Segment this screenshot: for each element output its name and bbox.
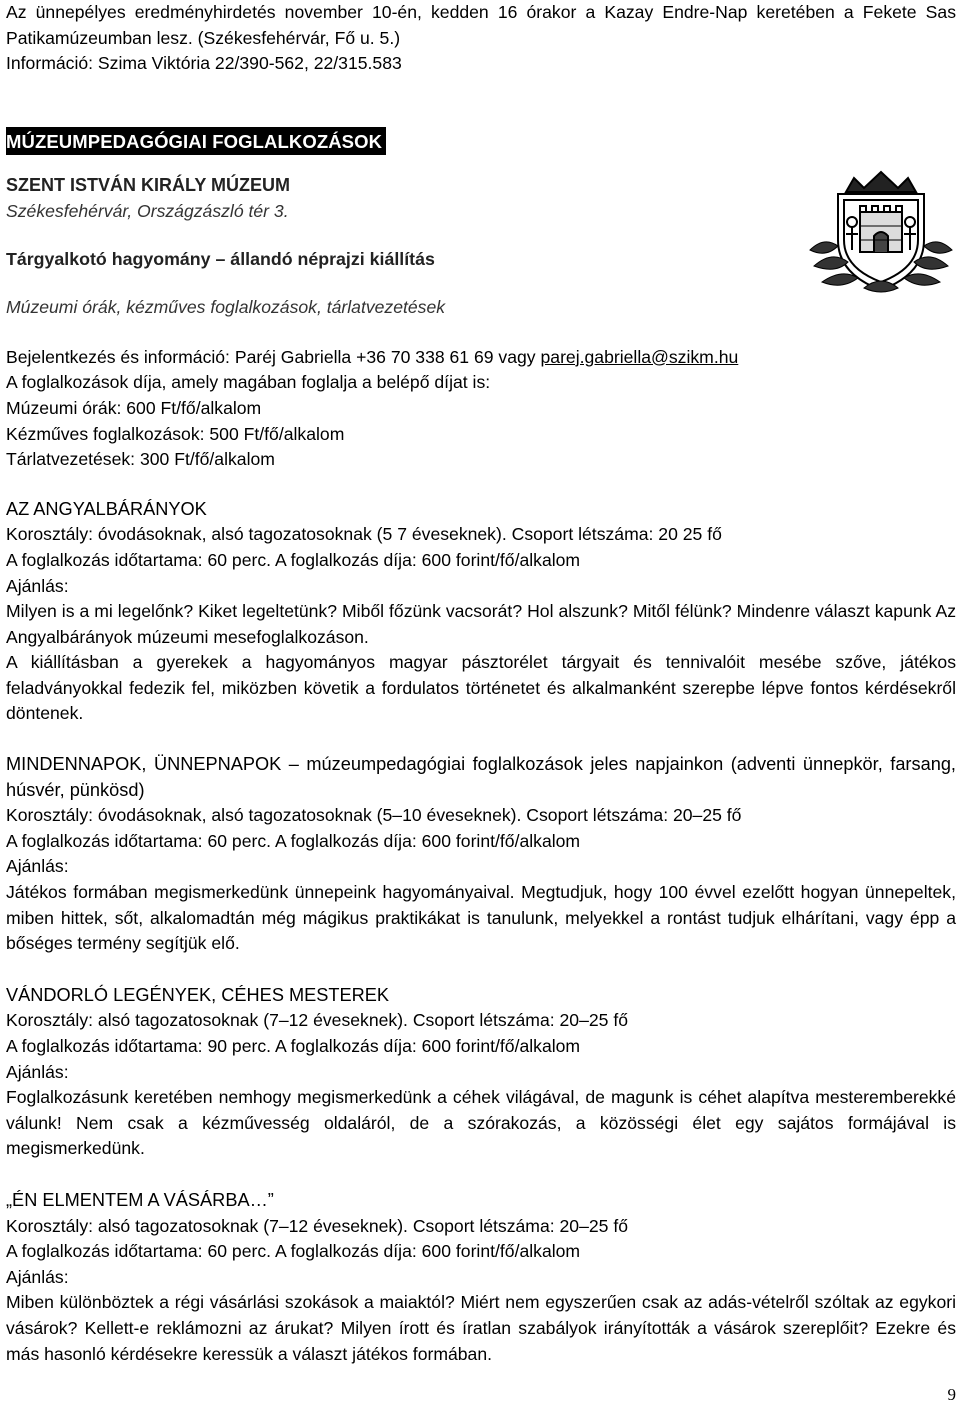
museum-address: Székesfehérvár, Országzászló tér 3.: [6, 200, 289, 221]
program-title: VÁNDORLÓ LEGÉNYEK, CÉHES MESTEREK: [6, 984, 390, 1005]
section-band: [6, 77, 956, 156]
program-description: Miben különböztek a régi vásárlási szokások a maiaktól? Miért nem egyszerűen csak az adás-vételről szóltak az egykori vásárok? Kellett-e reklámozni az árukat? Milyen írott és íratlan szabályok irányították a vásárok szereplőit? Ezekre és más hasonló kérdésekre keressük a választ játékos formában.: [6, 1292, 956, 1364]
program-age: Korosztály: óvodásoknak, alsó tagozatosoknak (5–10 éveseknek). Csoport létszáma: 20–25 fő: [6, 805, 742, 826]
band-title: MÚZEUMPEDAGÓGIAI FOGLALKOZÁSOK: [6, 127, 386, 156]
program-duration: A foglalkozás időtartama: 90 perc. A foglalkozás díja: 600 forint/fő/alkalom: [6, 1036, 581, 1056]
program-title: MINDENNAPOK, ÜNNEPNAPOK – múzeumpedagógiai foglalkozások jeles napjainkon (adventi ünnepkör, farsang, húsvér, pünkösd): [6, 754, 956, 800]
program-section: [6, 1188, 956, 1367]
email-link[interactable]: parej.gabriella@szikm.hu: [540, 346, 739, 367]
program-section: [6, 983, 956, 1162]
program-section: [6, 752, 956, 957]
fee-line: Kézműves foglalkozások: 500 Ft/fő/alkalom: [6, 423, 345, 444]
program-description: Játékos formában megismerkedünk ünnepeink hagyományaival. Megtudjuk, hogy 100 évvel ezelőtt hogyan ünnepeltek, miben hittek, sőt, alkalomadtán még mágikus praktikákat is tanulunk, melyekkel a rontást tudjuk elhárítani, vagy épp a bőséges termény segítjük elő.: [6, 882, 956, 954]
page-number: 9: [947, 1385, 956, 1405]
program-age: Korosztály: óvodásoknak, alsó tagozatosoknak (5 7 éveseknek). Csoport létszáma: 20 25 fő: [6, 524, 722, 545]
program-description: Foglalkozásunk keretében nemhogy megismerkedünk a céhek világával, de magunk is céhet alapítva mesteremberekké válunk! Nem csak a kézművesség oldaláról, de a szórakozás, a közösségi élet egy sajátos formájával is megismerkedünk.: [6, 1087, 956, 1159]
offer-types: Múzeumi órák, kézműves foglalkozások, tárlatvezetések: [6, 297, 446, 318]
exhibit-title: Tárgyalkotó hagyomány – állandó néprajzi kiállítás: [6, 248, 435, 269]
registration-line: [6, 345, 956, 371]
program-recommend-label: Ajánlás:: [6, 856, 69, 877]
program-recommend-label: Ajánlás:: [6, 575, 69, 596]
program-age: Korosztály: alsó tagozatosoknak (7–12 éveseknek). Csoport létszáma: 20–25 fő: [6, 1010, 628, 1031]
intro-contact: Információ: Szima Viktória 22/390-562, 22/315.583: [6, 53, 402, 74]
museum-name: SZENT ISTVÁN KIRÁLY MÚZEUM: [6, 175, 291, 196]
fee-line: Tárlatvezetések: 300 Ft/fő/alkalom: [6, 449, 275, 470]
coat-of-arms-icon: [808, 170, 954, 296]
program-description: A kiállításban a gyerekek a hagyományos magyar pásztorélet tárgyait és tennivalóit mesébe szőve, játékos feladványokkal fedezik fel, miközben követik a fordulatos történetet és alkalmanként szerepbe lépve fontos kérdésekről döntenek.: [6, 652, 956, 724]
program-recommend-label: Ajánlás:: [6, 1061, 69, 1082]
program-duration: A foglalkozás időtartama: 60 perc. A foglalkozás díja: 600 forint/fő/alkalom: [6, 549, 581, 570]
fee-line: Múzeumi órák: 600 Ft/fő/alkalom: [6, 397, 262, 418]
registration-text: Bejelentkezés és információ: Paréj Gabriella +36 70 338 61 69 vagy: [6, 346, 541, 367]
program-description: Milyen is a mi legelőnk? Kiket legeltetünk? Miből főzünk vacsorát? Hol alszunk? Mitől félünk? Mindenre választ kapunk Az Angyalbárányok múzeumi mesefoglalkozáson.: [6, 601, 956, 647]
program-title: „ÉN ELMENTEM A VÁSÁRBA…”: [6, 1189, 274, 1210]
program-section: [6, 497, 956, 727]
program-age: Korosztály: alsó tagozatosoknak (7–12 éveseknek). Csoport létszáma: 20–25 fő: [6, 1215, 628, 1236]
intro-block: [6, 0, 956, 77]
program-duration: A foglalkozás időtartama: 60 perc. A foglalkozás díja: 600 forint/fő/alkalom: [6, 1241, 581, 1262]
fees-intro: A foglalkozások díja, amely magában foglalja a belépő díjat is:: [6, 372, 491, 393]
program-title: AZ ANGYALBÁRÁNYOK: [6, 498, 207, 519]
program-duration: A foglalkozás időtartama: 60 perc. A foglalkozás díja: 600 forint/fő/alkalom: [6, 830, 581, 851]
intro-announcement: Az ünnepélyes eredményhirdetés november 10-én, kedden 16 órakor a Kazay Endre-Nap keretében a Fekete Sas Patikamúzeumban lesz. (Székesfehérvár, Fő u. 5.): [6, 2, 956, 48]
program-recommend-label: Ajánlás:: [6, 1266, 69, 1287]
